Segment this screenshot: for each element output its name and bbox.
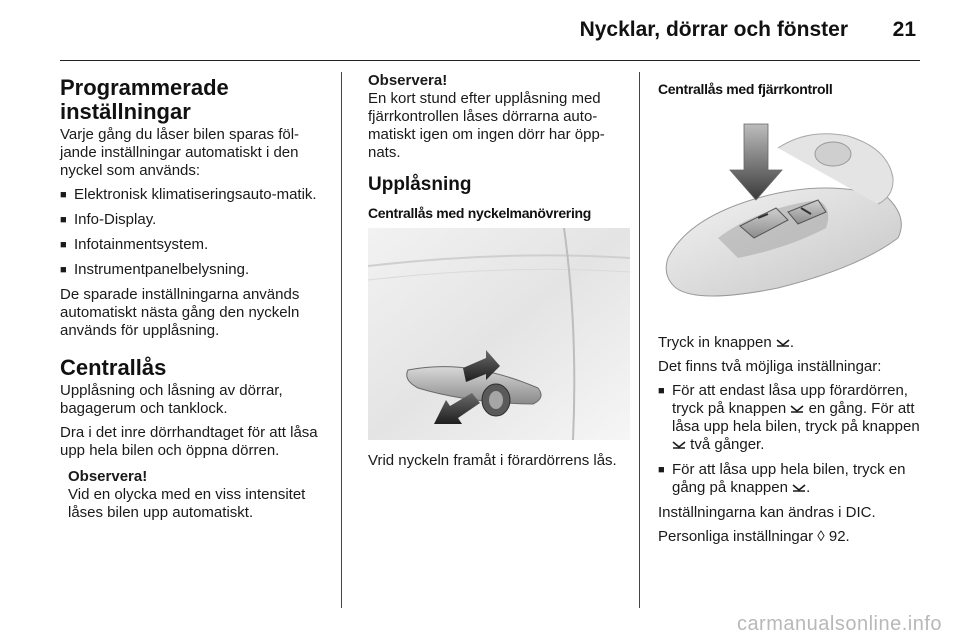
page-header bbox=[0, 0, 960, 62]
list-item: ■ Instrumentpanelbelysning. bbox=[60, 261, 328, 279]
image-caption: Vrid nyckeln framåt i förardörrens lås. bbox=[368, 452, 617, 469]
section-heading-central: Centrallås bbox=[60, 355, 167, 380]
watermark: carmanualsonline.info bbox=[736, 613, 942, 635]
intro-text: Varje gång du låser bilen sparas föl-jande inställningar automatiskt i den nyckel som används: bbox=[60, 126, 300, 179]
dic-text: Inställningarna kan ändras i DIC. bbox=[658, 504, 876, 521]
item1-text-a: För att endast låsa upp förardörren, tryck på knappen bbox=[672, 382, 908, 417]
press-button-text bbox=[658, 334, 924, 352]
column-middle bbox=[368, 72, 626, 476]
item2-text-a: För att låsa upp hela bilen, tryck en gång på knappen bbox=[672, 461, 906, 496]
section-heading-programmed: Programmerade inställningar bbox=[60, 75, 229, 124]
list-item: ■ Elektronisk klimatiseringsauto-matik. bbox=[60, 186, 328, 204]
section-heading-unlock: Upplåsning bbox=[368, 174, 472, 195]
personal-prefix: Personliga inställningar bbox=[658, 528, 814, 545]
unlock-button-icon bbox=[672, 440, 686, 450]
list-item bbox=[658, 461, 924, 497]
page-title: Nycklar, dörrar och fönster bbox=[579, 18, 848, 41]
subheading-key: Centrallås med nyckelmanövrering bbox=[368, 205, 592, 221]
header-divider bbox=[60, 60, 920, 61]
settings-options-list bbox=[658, 382, 924, 497]
item2-text-b: . bbox=[806, 479, 811, 496]
list-item: ■ Info-Display. bbox=[60, 211, 328, 229]
settings-list bbox=[60, 186, 328, 279]
note-title: Observera! bbox=[68, 468, 148, 485]
press-prefix: Tryck in knappen bbox=[658, 334, 772, 351]
column-divider bbox=[639, 72, 640, 608]
unlock-button-icon bbox=[776, 338, 790, 348]
press-suffix: . bbox=[789, 334, 795, 351]
note-text: Vid en olycka med en viss intensitet låses bilen upp automatiskt. bbox=[68, 486, 306, 521]
door-lock-illustration bbox=[368, 228, 630, 440]
list-item: ■ Infotainmentsystem. bbox=[60, 236, 328, 254]
subheading-remote: Centrallås med fjärrkontroll bbox=[658, 81, 833, 97]
page-ref-icon: ◊ bbox=[817, 528, 825, 545]
item1-text-c: två gånger. bbox=[690, 436, 765, 453]
column-divider bbox=[341, 72, 342, 608]
after-list-text: De sparade inställningarna används automatiskt nästa gång den nyckeln används för upplåsning. bbox=[60, 286, 300, 339]
note-box bbox=[68, 468, 328, 522]
central-text-1: Upplåsning och låsning av dörrar, bagagerum och tanklock. bbox=[60, 382, 283, 417]
page-number: 21 bbox=[892, 18, 916, 41]
unlock-button-icon bbox=[790, 404, 804, 414]
list-item bbox=[658, 382, 924, 454]
unlock-button-icon bbox=[792, 483, 806, 493]
item1-text-b: en gång. För att låsa upp hela bilen, tryck på knappen bbox=[672, 400, 920, 435]
central-text-2: Dra i det inre dörrhandtaget för att låsa upp hela bilen och öppna dörren. bbox=[60, 424, 318, 459]
settings-intro: Det finns två möjliga inställningar: bbox=[658, 358, 882, 375]
note-text: En kort stund efter upplåsning med fjärrkontrollen låses dörrarna auto-matiskt igen om ingen dörr har öpp-nats. bbox=[368, 90, 605, 161]
note-title: Observera! bbox=[368, 72, 448, 89]
remote-key-illustration bbox=[658, 108, 912, 322]
column-right bbox=[658, 72, 924, 552]
personal-settings-ref bbox=[658, 528, 924, 546]
page-ref-link[interactable]: 92. bbox=[828, 528, 850, 545]
column-left bbox=[60, 72, 328, 522]
